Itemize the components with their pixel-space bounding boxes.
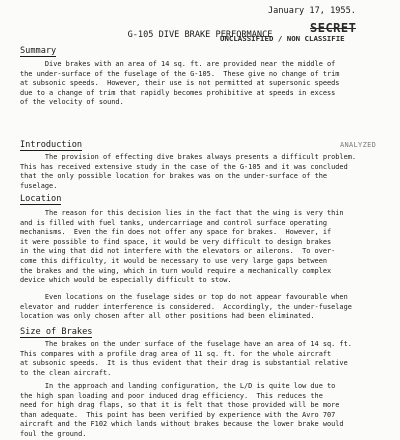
text-line: in the wing that did not interfere with the elevators or ailerons. To over-	[20, 247, 336, 256]
text-line: Dive brakes with an area of 14 sq. ft. are provided near the middle of	[20, 60, 336, 68]
document-title: G-105 DIVE BRAKE PERFORMANCE	[127, 30, 273, 40]
unclassified-stamp: UNCLASSIFIED / NON CLASSIFIE	[220, 34, 345, 43]
text-line: due to a change of trim that rapidly becomes prohibitive at speeds in excess	[20, 88, 336, 97]
text-line: that the only possible location for brakes was on the under-surface of the	[20, 172, 327, 181]
text-line: foul the ground.	[20, 429, 87, 438]
text-line: the under-surface of the fuselage of the G-105. These give no change of trim	[20, 69, 340, 78]
text-line: The provision of effecting dive brakes always presents a difficult problem.	[20, 153, 357, 161]
size-paragraph-1	[20, 340, 382, 378]
text-line: Even locations on the fuselage sides or top do not appear favourable when	[20, 293, 348, 301]
stamp-strikethrough	[310, 28, 356, 29]
text-line: and is filled with fuel tanks, undercarriage and control surface operating	[20, 218, 327, 227]
text-line: fuselage.	[20, 181, 58, 190]
size-paragraph-2	[20, 382, 382, 440]
section-heading-summary: Summary	[20, 46, 57, 56]
text-line: at subsonic speeds. However, their use is not permitted at supersonic speeds	[20, 79, 340, 88]
text-line: come this difficulty, it would be necessary to use very large gaps between	[20, 256, 327, 265]
text-line: it were possible to find space, it would be very difficult to design brakes	[20, 237, 332, 246]
section-heading-size-of-brakes: Size of Brakes	[20, 327, 93, 337]
secret-stamp-text: SECRET	[310, 21, 357, 35]
document-date: January 17, 1955.	[268, 6, 356, 16]
text-line: The reason for this decision lies in the fact that the wing is very thin	[20, 209, 344, 217]
text-line: the high span loading and poor induced drag efficiency. This reduces the	[20, 391, 323, 400]
text-line: than adequate. This point has been verified by experience with the Avro 707	[20, 410, 336, 419]
section-heading-introduction: Introduction	[20, 140, 83, 150]
text-line: elevator and rudder interference is considered. Accordingly, the under-fuselage	[20, 302, 352, 311]
summary-paragraph	[20, 60, 382, 108]
text-line: at subsonic speeds. It is thus evident that their drag is substantial relative	[20, 359, 348, 368]
text-line: aircraft and the F102 which lands without brakes because the lower brake would	[20, 420, 344, 429]
text-line: the brakes and the wing, which in turn would require a mechanically complex	[20, 266, 332, 275]
text-line: In the approach and landing configuration, the L/D is quite low due to	[20, 382, 336, 390]
location-paragraph-2	[20, 293, 382, 322]
analyzed-stamp: ANALYZED	[340, 141, 377, 149]
introduction-paragraph	[20, 153, 382, 191]
text-line: The brakes on the under surface of the fuselage have an area of 14 sq. ft.	[20, 340, 352, 348]
text-line: mechanisms. Even the fin does not offer any space for brakes. However, if	[20, 228, 332, 237]
text-line: device which would be especially difficult to stow.	[20, 276, 232, 285]
text-line: of the velocity of sound.	[20, 98, 124, 107]
section-heading-location: Location	[20, 194, 62, 204]
text-line: to the clean aircraft.	[20, 368, 112, 377]
location-paragraph-1	[20, 209, 382, 286]
text-line: location was only chosen after all other positions had been eliminated.	[20, 312, 315, 321]
text-line: This has received extensive study in the case of the G-105 and it was concluded	[20, 162, 348, 171]
text-line: This compares with a profile drag area of 11 sq. ft. for the whole aircraft	[20, 349, 332, 358]
text-line: need for high drag flaps, so that it is felt that those provided will be more	[20, 401, 340, 410]
